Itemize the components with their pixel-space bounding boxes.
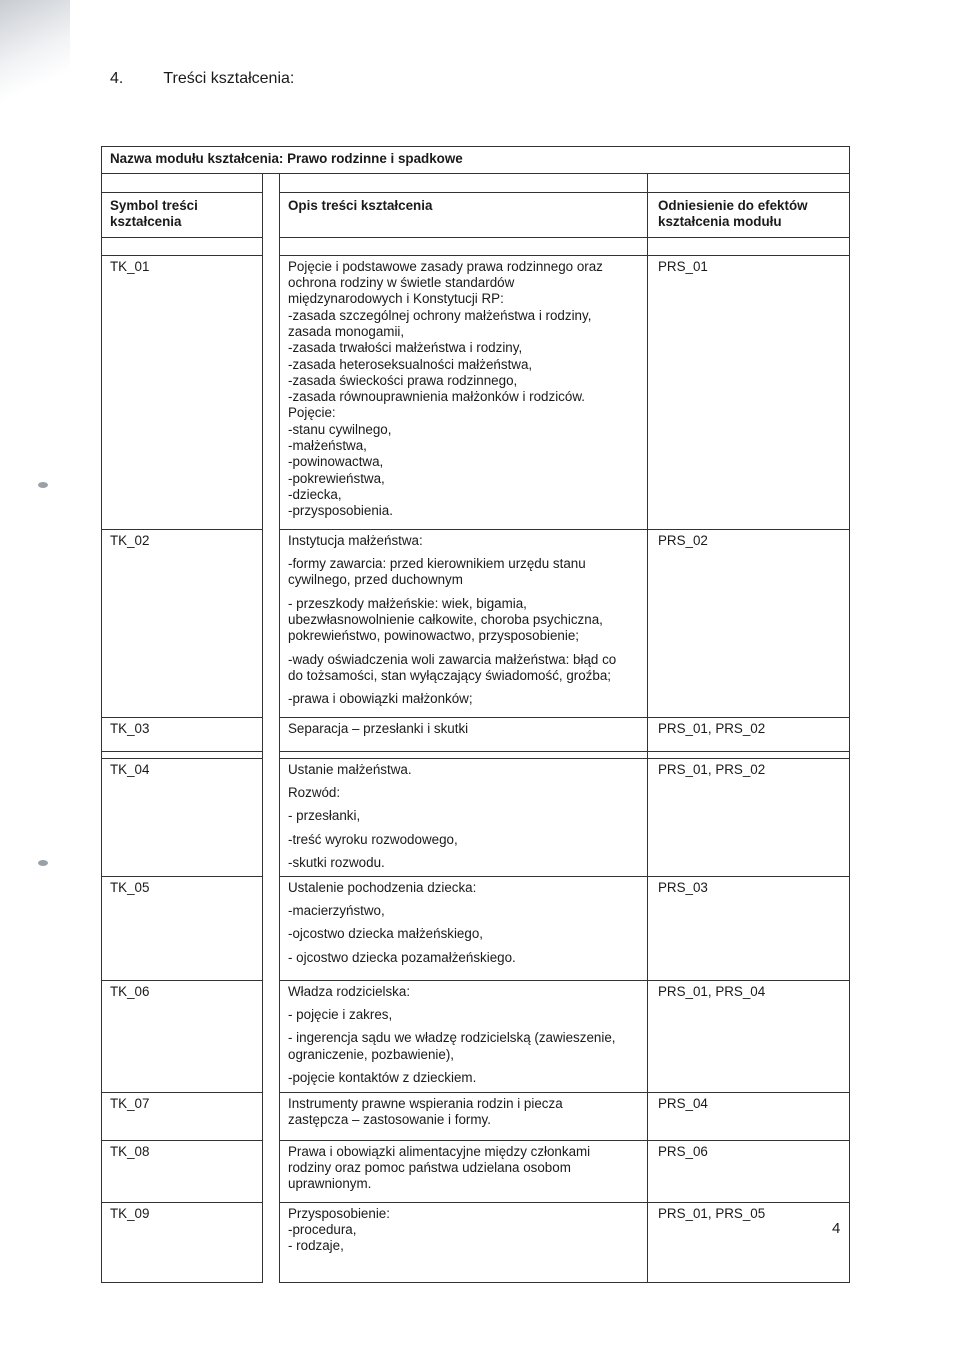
content-description (280, 980, 648, 1092)
content-symbol: TK_08 (102, 1140, 263, 1202)
description-paragraph (288, 785, 641, 801)
description-line: - przeszkody małżeńskie: wiek, bigamia, (288, 595, 527, 611)
content-description (280, 717, 648, 751)
description-line: -macierzyństwo, (288, 903, 385, 919)
punch-hole-mark (38, 860, 48, 866)
description-paragraph (288, 1206, 641, 1222)
description-paragraph (288, 1096, 641, 1129)
description-line: -treść wyroku rozwodowego, (288, 831, 458, 847)
description-line: Rozwód: (288, 785, 341, 801)
content-description (280, 876, 648, 980)
description-line: - rodzaje, (288, 1238, 344, 1254)
description-line: -zasada równouprawnienia małżonków i rodziców. (288, 389, 585, 405)
description-paragraph (288, 596, 641, 645)
description-paragraph (288, 808, 641, 824)
description-paragraph (288, 1222, 641, 1238)
content-description (280, 1140, 648, 1202)
learning-effects-reference: PRS_01, PRS_05 (648, 1202, 850, 1282)
module-title: Nazwa modułu kształcenia: Prawo rodzinne i spadkowe (102, 147, 850, 174)
symbol-column-header: Symbol treści kształcenia (102, 192, 263, 237)
description-line: uprawnionym. (288, 1176, 372, 1192)
description-line: - ojcostwo dziecka pozamałżeńskiego. (288, 949, 516, 965)
table-row (102, 255, 850, 529)
description-line: - ingerencja sądu we władzę rodzicielską (zawieszenie, (288, 1030, 616, 1046)
learning-effects-reference: PRS_02 (648, 529, 850, 717)
description-paragraph (288, 1238, 641, 1254)
content-description (280, 758, 648, 876)
learning-effects-reference: PRS_04 (648, 1092, 850, 1140)
description-line: - pojęcie i zakres, (288, 1007, 393, 1023)
description-line: do tożsamości, stan wyłączający świadomość, groźba; (288, 667, 611, 683)
content-description (280, 255, 648, 529)
description-line: zasada monogamii, (288, 323, 405, 339)
module-title-row (102, 147, 850, 174)
description-line: -procedura, (288, 1222, 357, 1238)
description-paragraph (288, 762, 641, 778)
description-paragraph (288, 855, 641, 871)
content-symbol: TK_05 (102, 876, 263, 980)
description-paragraph (288, 926, 641, 942)
description-paragraph (288, 950, 641, 966)
content-table (101, 146, 850, 1283)
content-symbol: TK_02 (102, 529, 263, 717)
spacer-row (102, 174, 850, 193)
table-row (102, 876, 850, 980)
description-line: ochrona rodziny w świetle standardów (288, 275, 515, 291)
learning-effects-reference: PRS_01, PRS_04 (648, 980, 850, 1092)
table-row (102, 1202, 850, 1282)
page-number: 4 (832, 1220, 841, 1237)
content-symbol: TK_03 (102, 717, 263, 751)
description-line: Prawa i obowiązki alimentacyjne między członkami (288, 1143, 591, 1159)
content-symbol: TK_07 (102, 1092, 263, 1140)
table-row (102, 758, 850, 876)
description-paragraph (288, 1070, 641, 1086)
spacer-row (102, 237, 850, 255)
description-line: Przysposobienie: (288, 1205, 390, 1221)
description-line: -wady oświadczenia woli zawarcia małżeństwa: błąd co (288, 651, 617, 667)
header-row (102, 192, 850, 237)
description-paragraph (288, 1007, 641, 1023)
description-paragraph (288, 721, 641, 737)
description-line: -prawa i obowiązki małżonków; (288, 691, 473, 707)
description-line: -zasada heteroseksualności małżeństwa, (288, 356, 533, 372)
description-line: -skutki rozwodu. (288, 854, 385, 870)
learning-effects-reference: PRS_06 (648, 1140, 850, 1202)
table-row (102, 980, 850, 1092)
scan-corner-shadow (0, 0, 70, 140)
description-paragraph (288, 880, 641, 896)
effects-column-header: Odniesienie do efektów kształcenia modułu (648, 192, 850, 237)
description-line: pokrewieństwo, powinowactwo, przysposobienie; (288, 628, 580, 644)
description-line: rodziny oraz pomoc państwa udzielana osobom (288, 1160, 571, 1176)
description-line: -ojcostwo dziecka małżeńskiego, (288, 926, 483, 942)
description-line: Pojęcie i podstawowe zasady prawa rodzinnego oraz (288, 258, 603, 274)
section-heading (110, 70, 294, 88)
description-line: Pojęcie: (288, 405, 336, 421)
learning-effects-reference: PRS_03 (648, 876, 850, 980)
description-line: -formy zawarcia: przed kierownikiem urzędu stanu (288, 556, 586, 572)
content-symbol: TK_04 (102, 758, 263, 876)
content-description (280, 529, 648, 717)
table-row (102, 717, 850, 751)
description-line: zastępcza – zastosowanie i formy. (288, 1112, 491, 1128)
description-line: -stanu cywilnego, (288, 421, 392, 437)
description-paragraph (288, 1030, 641, 1063)
description-line: ograniczenie, pozbawienie), (288, 1046, 454, 1062)
description-line: -małżeństwa, (288, 438, 367, 454)
learning-effects-reference: PRS_01, PRS_02 (648, 758, 850, 876)
description-line: -powinowactwa, (288, 454, 384, 470)
description-line: -zasada szczególnej ochrony małżeństwa i rodziny, (288, 307, 592, 323)
description-paragraph (288, 533, 641, 549)
punch-hole-mark (38, 482, 48, 488)
learning-effects-reference: PRS_01, PRS_02 (648, 717, 850, 751)
description-line: -dziecka, (288, 486, 342, 502)
description-line: Instytucja małżeństwa: (288, 532, 423, 548)
description-line: cywilnego, przed duchownym (288, 572, 463, 588)
table-row (102, 1140, 850, 1202)
description-line: -pojęcie kontaktów z dzieckiem. (288, 1069, 477, 1085)
description-line: Ustanie małżeństwa. (288, 761, 412, 777)
description-paragraph (288, 259, 641, 520)
description-line: Separacja – przesłanki i skutki (288, 720, 469, 736)
content-symbol: TK_06 (102, 980, 263, 1092)
learning-effects-reference: PRS_01 (648, 255, 850, 529)
description-line: Władza rodzicielska: (288, 983, 411, 999)
description-line: -przysposobienia. (288, 503, 393, 519)
section-number: 4. (110, 70, 124, 87)
section-title: Treści kształcenia: (163, 70, 295, 87)
table-row (102, 529, 850, 717)
content-description (280, 1202, 648, 1282)
description-line: -pokrewieństwa, (288, 470, 385, 486)
description-paragraph (288, 1144, 641, 1193)
description-line: Instrumenty prawne wspierania rodzin i piecza (288, 1095, 563, 1111)
content-symbol: TK_09 (102, 1202, 263, 1282)
content-symbol: TK_01 (102, 255, 263, 529)
description-paragraph (288, 832, 641, 848)
description-line: Ustalenie pochodzenia dziecka: (288, 879, 477, 895)
description-line: -zasada trwałości małżeństwa i rodziny, (288, 340, 523, 356)
description-line: - przesłanki, (288, 808, 361, 824)
description-paragraph (288, 691, 641, 707)
description-paragraph (288, 984, 641, 1000)
description-paragraph (288, 903, 641, 919)
content-description (280, 1092, 648, 1140)
description-line: ubezwłasnowolnienie całkowite, choroba psychiczna, (288, 611, 603, 627)
spacer-row (102, 751, 850, 758)
description-column-header: Opis treści kształcenia (280, 192, 648, 237)
description-line: międzynarodowych i Konstytucji RP: (288, 291, 504, 307)
description-line: -zasada świeckości prawa rodzinnego, (288, 372, 518, 388)
description-paragraph (288, 652, 641, 685)
description-paragraph (288, 556, 641, 589)
table-row (102, 1092, 850, 1140)
